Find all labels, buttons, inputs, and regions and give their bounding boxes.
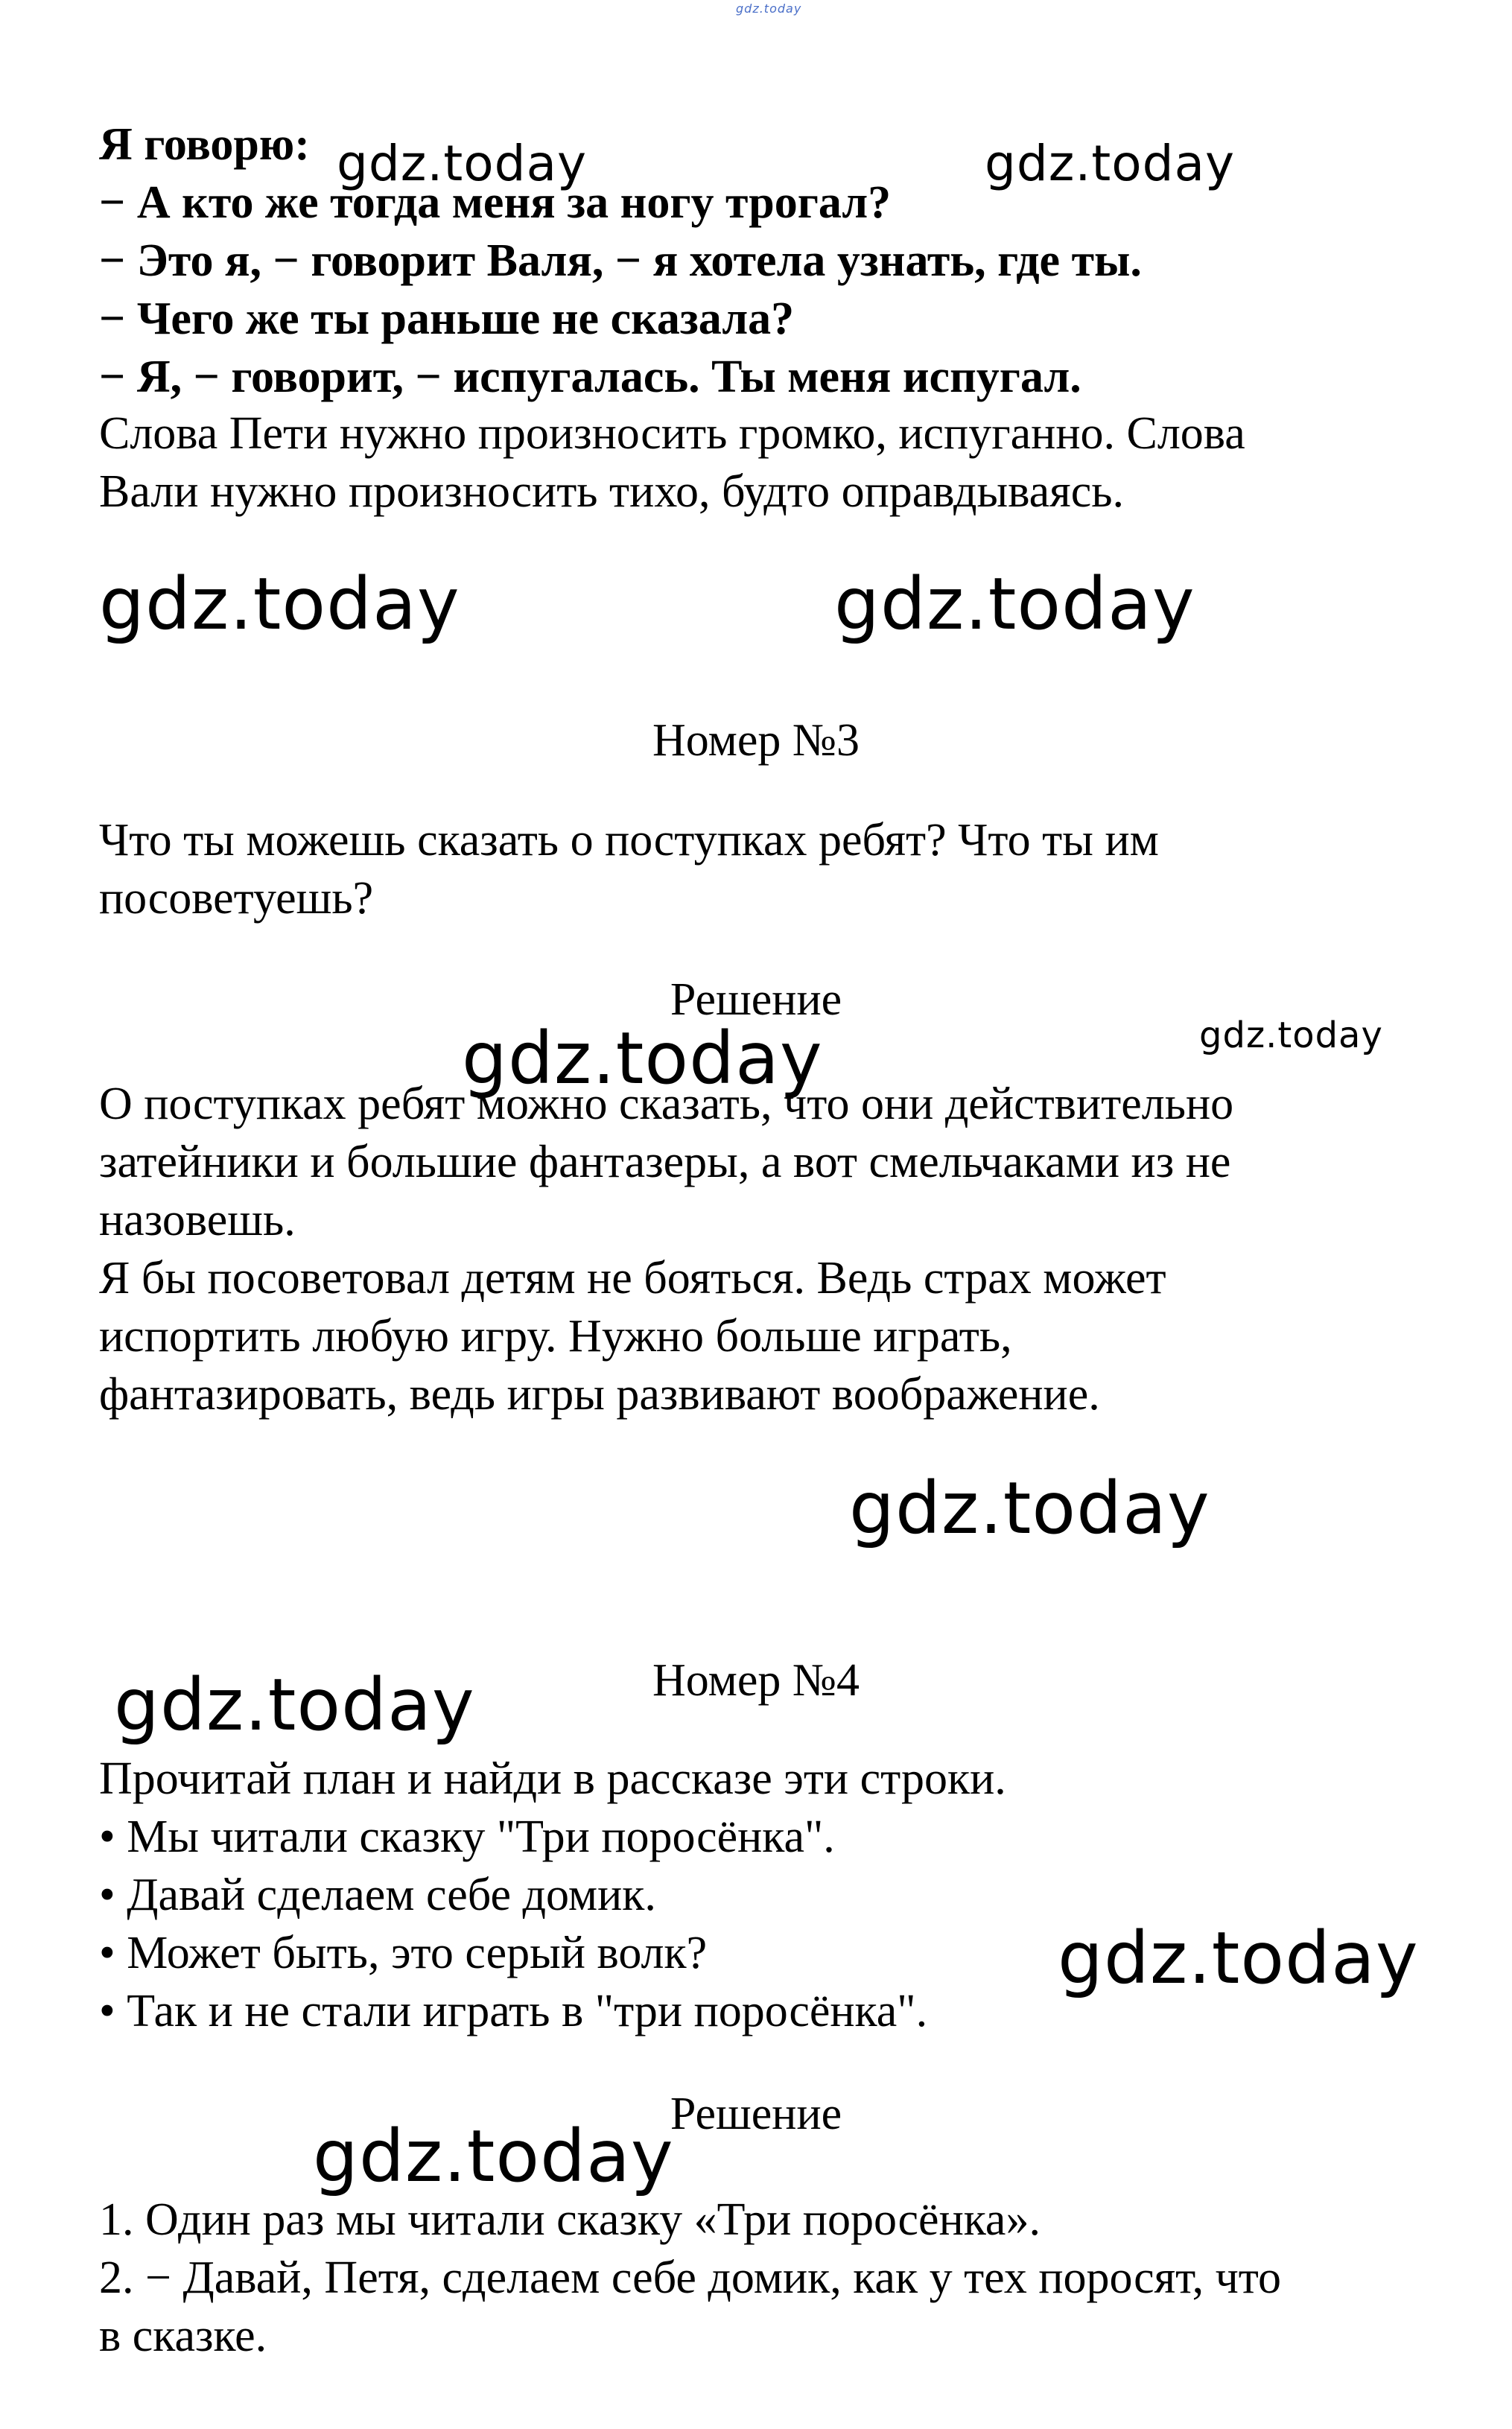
task4-solution-line: в сказке. <box>99 2311 267 2361</box>
task3-title: Номер №3 <box>652 715 860 766</box>
task4-title: Номер №4 <box>652 1655 860 1706</box>
dialogue-line: − Это я, − говорит Валя, − я хотела узнать, где ты. <box>99 235 1142 286</box>
task3-solution-line: испортить любую игру. Нужно больше играть, <box>99 1311 1012 1362</box>
watermark: gdz.today <box>849 1467 1210 1550</box>
watermark: gdz.today <box>1058 1917 1419 2000</box>
watermark: gdz.today <box>834 562 1195 646</box>
reading-note-line: Слова Пети нужно произносить громко, испуганно. Слова <box>99 408 1245 459</box>
header-watermark: gdz.today <box>736 1 802 16</box>
dialogue-line: − Чего же ты раньше не сказала? <box>99 293 795 344</box>
dialogue-line: Я говорю: <box>99 119 310 170</box>
task4-plan-item: • Мы читали сказку "Три поросёнка". <box>99 1812 835 1862</box>
watermark: gdz.today <box>114 1663 475 1747</box>
watermark: gdz.today <box>313 2115 674 2198</box>
dialogue-line: − А кто же тогда меня за ногу трогал? <box>99 177 892 228</box>
task3-question-line: посоветуешь? <box>99 873 374 924</box>
task4-question: Прочитай план и найди в рассказе эти строки. <box>99 1753 1006 1804</box>
task4-solution-line: 2. − Давай, Петя, сделаем себе домик, как у тех поросят, что <box>99 2252 1282 2303</box>
task3-solution-line: затейники и большие фантазеры, а вот смельчаками из не <box>99 1137 1231 1187</box>
task4-solution-title: Решение <box>670 2089 842 2139</box>
watermark: gdz.today <box>462 1017 823 1100</box>
task3-solution-line: Я бы посоветовал детям не бояться. Ведь страх может <box>99 1253 1166 1304</box>
task4-plan-item: • Так и не стали играть в "три поросёнка". <box>99 1986 928 2036</box>
task3-solution-line: О поступках ребят можно сказать, что они действительно <box>99 1079 1234 1129</box>
task3-solution-line: фантазировать, ведь игры развивают воображение. <box>99 1369 1100 1420</box>
dialogue-line: − Я, − говорит, − испугалась. Ты меня испугал. <box>99 352 1081 402</box>
reading-note-line: Вали нужно произносить тихо, будто оправдываясь. <box>99 466 1124 517</box>
task4-solution-line: 1. Один раз мы читали сказку «Три поросёнка». <box>99 2194 1041 2245</box>
watermark: gdz.today <box>1199 1015 1383 1056</box>
task3-question-line: Что ты можешь сказать о поступках ребят? Что ты им <box>99 815 1159 866</box>
task4-plan-item: • Может быть, это серый волк? <box>99 1928 708 1978</box>
watermark: gdz.today <box>99 562 460 646</box>
task3-solution-line: назовешь. <box>99 1195 296 1245</box>
task3-solution-title: Решение <box>670 974 842 1025</box>
watermark: gdz.today <box>985 135 1236 192</box>
task4-plan-item: • Давай сделаем себе домик. <box>99 1870 656 1920</box>
watermark: gdz.today <box>337 135 588 192</box>
